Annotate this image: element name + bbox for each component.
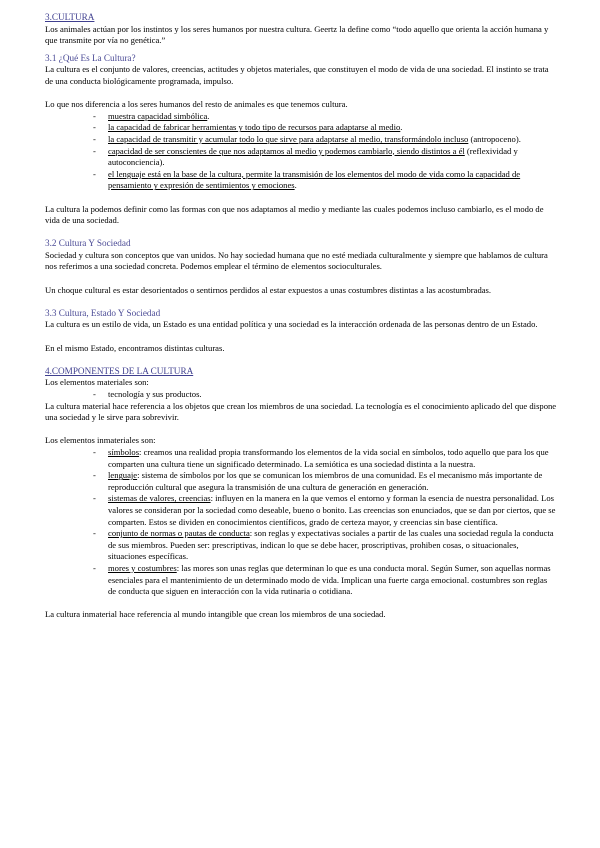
immaterial-culture-paragraph: La cultura inmaterial hace referencia al mundo intangible que crean los miembros de una sociedad. — [45, 609, 386, 620]
list-item: - tecnología y sus productos. — [45, 389, 557, 401]
term-label: mores y costumbres — [108, 562, 177, 573]
term-label: lenguaje — [108, 470, 138, 481]
list-item-underlined: capacidad de ser conscientes de que nos adaptamos al medio y podemos cambiarlo, siendo distintos a él — [108, 145, 465, 156]
list-item — [45, 169, 557, 192]
term-definition: : sistema de símbolos por los que se comunican los miembros de una comunidad. Es el mecanismo más importante de reproducción cultural que asegura la transmisión de una cultura de generación en generación. — [108, 470, 543, 492]
section-3-3-heading: 3.3 Cultura, Estado Y Sociedad — [45, 307, 161, 318]
list-item — [45, 447, 557, 470]
section-3-2-heading: 3.2 Cultura Y Sociedad — [45, 238, 131, 249]
document-page — [45, 12, 557, 621]
section-3-intro: Los animales actúan por los instintos y los seres humanos por nuestra cultura. Geertz la define como “todo aquello que orienta la acción humana y que transmite por vía no genética.” — [45, 23, 549, 46]
term-definition: : influyen en la manera en la que vemos el entorno y forman la esencia de nuestra personalidad. Los valores se consideran por la sociedad como deseable, bueno o bonito. Las creencias son enunciados, que se dan por ciertos, que se comparten. Estos se dividen en conocimientos científicos, grado de certeza mayor, y creencias sin base científica. — [108, 493, 556, 527]
term-label: conjunto de normas o pautas de conducta — [108, 528, 250, 539]
culture-traits-list — [45, 111, 557, 192]
list-item — [45, 470, 557, 493]
section-3-2-paragraph-1: Sociedad y cultura son conceptos que van unidos. No hay sociedad humana que no esté mediada culturalmente y siempre que hablamos de cultura nos referimos a una sociedad concreta. Podemos emplear el término de elementos socioculturales. — [45, 249, 548, 272]
list-item-rest: . — [294, 180, 297, 191]
section-3-3-paragraph-1: La cultura es un estilo de vida, un Estado es una entidad política y una sociedad es la interacción ordenada de las personas dentro de un Estado. — [45, 319, 538, 330]
section-3-1-heading: 3.1 ¿Qué Es La Cultura? — [45, 52, 136, 63]
list-item-underlined: la capacidad de fabricar herramientas y todo tipo de recursos para adaptarse al medio — [108, 122, 401, 133]
list-item-underlined: muestra capacidad simbólica — [108, 110, 208, 121]
section-3-1-paragraph-2: Lo que nos diferencia a los seres humanos del resto de animales es que tenemos cultura. — [45, 99, 348, 110]
list-item — [45, 563, 557, 598]
list-item-rest: (reflexividad y autoconciencia). — [108, 145, 518, 168]
material-elements-list — [45, 389, 557, 401]
list-item — [45, 122, 557, 134]
immaterial-elements-intro: Los elementos inmateriales son: — [45, 435, 156, 446]
section-3-heading: 3.CULTURA — [45, 12, 95, 22]
term-definition: : creamos una realidad propia transformando los elementos de la vida social en símbolos, todo aquello que para los que comparten una cultura tiene un significado determinado. La semiótica es una sociedad distinta a la nuestra. — [108, 446, 549, 469]
section-3-1-paragraph-1: La cultura es el conjunto de valores, creencias, actitudes y objetos materiales, que constituyen el modo de vida de una sociedad. El instinto se trata de una conducta biológicamente programada, impulso. — [45, 64, 549, 86]
material-culture-paragraph: La cultura material hace referencia a los objetos que crean los miembros de una sociedad. La tecnología es el conocimiento aplicado del que dispone una sociedad y le sirve para sobrevivir. — [45, 400, 557, 423]
list-item — [45, 146, 557, 169]
term-definition: : las mores son unas reglas que determinan lo que es una conducta moral. Según Sumer, son aquellas normas esenciales para el mantenimiento de un determinado modo de vida. Implican una fuerte carga emocional. costumbres son reglas de conducta que siguen en interacción con la vida rutinaria o cotidiana. — [108, 562, 551, 597]
list-item — [45, 134, 557, 146]
list-item-underlined: la capacidad de transmitir y acumular todo lo que sirve para adaptarse al medio, transformándolo incluso — [108, 133, 469, 144]
section-3-3-paragraph-2: En el mismo Estado, encontramos distintas culturas. — [45, 342, 225, 353]
section-3-1-paragraph-3: La cultura la podemos definir como las formas con que nos adaptamos al medio y mediante las cuales podemos incluso cambiarlo, es el modo de vida de una sociedad. — [45, 203, 544, 226]
list-item-rest: . — [400, 122, 403, 133]
term-label: sistemas de valores, creencias — [108, 493, 211, 504]
list-item-underlined: el lenguaje está en la base de la cultura, permite la transmisión de los elementos del modo de vida como la capacidad de pensamiento y expresión de sentimientos y emociones — [108, 168, 521, 191]
term-definition: : son reglas y expectativas sociales a partir de las cuales una sociedad regula la conducta de sus miembros. Pueden ser: prescriptivas, indican lo que se debe hacer, proscriptivas, prohiben cosas, o situacionales, situaciones específicas. — [108, 528, 554, 562]
section-3-2-paragraph-2: Un choque cultural es estar desorientados o sentirnos perdidos al estar expuestos a unas costumbres distintas a las acostumbradas. — [45, 284, 492, 295]
list-item — [45, 528, 557, 563]
list-item — [45, 111, 557, 123]
list-item-rest: (antropoceno). — [468, 133, 521, 144]
list-item — [45, 493, 557, 528]
section-4-heading: 4.COMPONENTES DE LA CULTURA — [45, 365, 194, 376]
material-elements-intro: Los elementos materiales son: — [45, 377, 149, 388]
list-item-rest: . — [207, 110, 210, 121]
immaterial-elements-list — [45, 447, 557, 598]
term-label: símbolos — [108, 446, 140, 457]
